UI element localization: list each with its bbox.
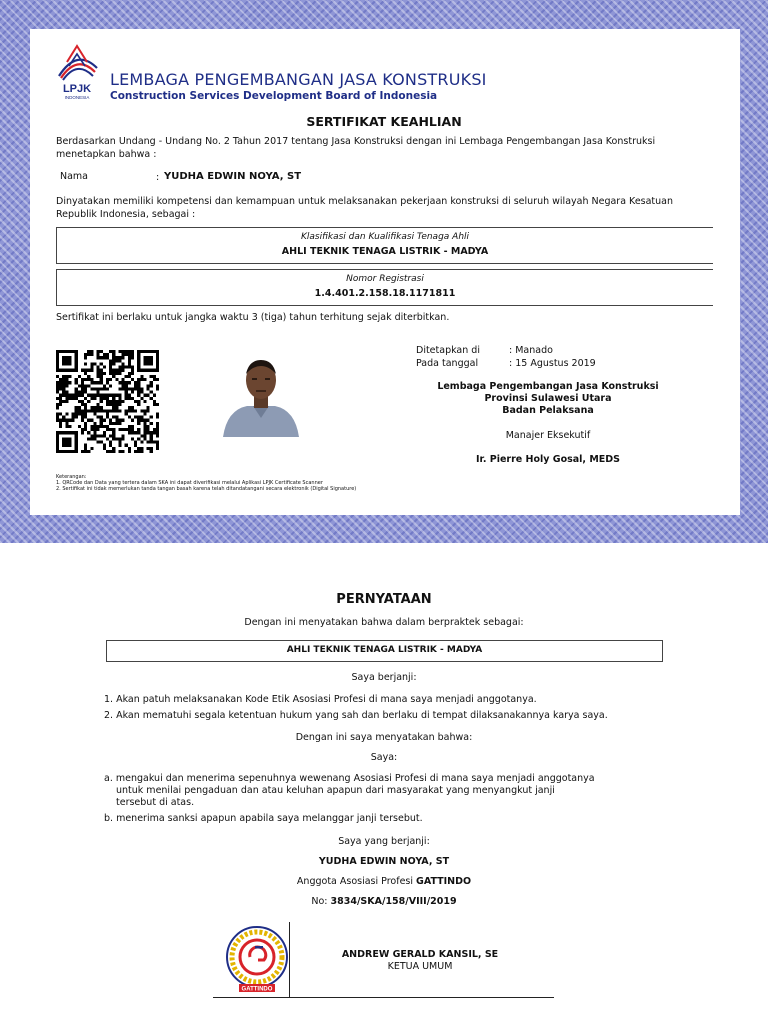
profession-value: AHLI TEKNIK TENAGA LISTRIK - MADYA: [286, 645, 483, 655]
statement-intro: Dengan ini menyatakan bahwa dalam berpraktek sebagai:: [244, 617, 524, 628]
seal-label: GATTINDO: [241, 986, 273, 993]
lpjk-logo: [53, 42, 101, 102]
point-a-line-2: untuk menilai pengaduan dan atau keluhan apapun dari masyarakat yang menyangkut janji: [116, 785, 555, 796]
promise-item-2: 2. Akan mematuhi segala ketentuan hukum yang sah dan berlaku di tempat dilaksanakannya karya saya.: [104, 710, 608, 721]
issued-date-value: : 15 Agustus 2019: [509, 358, 596, 369]
promise-intro: Saya berjanji:: [351, 672, 417, 683]
signer-role: Manajer Eksekutif: [505, 430, 591, 441]
holder-photo: [219, 352, 303, 437]
point-b: b. menerima sanksi apapun apabila saya melanggar janji tersebut.: [104, 813, 423, 824]
org-name-english: Construction Services Development Board of Indonesia: [110, 90, 438, 102]
qr-code: [56, 350, 159, 453]
gattindo-seal: [217, 924, 297, 994]
signature-baseline: [213, 997, 554, 998]
number-line: [0, 896, 768, 907]
classification-box: [56, 227, 713, 264]
statement-title: PERNYATAAN: [336, 592, 432, 607]
chair-role: KETUA UMUM: [387, 961, 453, 972]
issuer-line-2: Provinsi Sulawesi Utara: [484, 393, 612, 404]
holder-name: YUDHA EDWIN NOYA, ST: [164, 171, 302, 182]
profession-box: [106, 640, 663, 662]
number-label: No:: [311, 896, 331, 907]
issued-date-label: Pada tanggal: [416, 358, 479, 369]
registration-box: [56, 269, 713, 306]
issuer-line-3: Badan Pelaksana: [502, 405, 594, 416]
number-value: 3834/SKA/158/VIII/2019: [330, 896, 457, 907]
member-label: Anggota Asosiasi Profesi: [296, 876, 417, 887]
classification-value: AHLI TEKNIK TENAGA LISTRIK - MADYA: [281, 246, 489, 257]
saya-label: Saya:: [370, 752, 398, 763]
point-a-line-1: a. mengakui dan menerima sepenuhnya wewenang Asosiasi Profesi di mana saya menjadi anggotanya: [104, 773, 595, 784]
chair-name: ANDREW GERALD KANSIL, SE: [341, 949, 499, 960]
declare-intro: Dengan ini saya menyatakan bahwa:: [295, 732, 473, 743]
logo-abbr: LPJK: [62, 83, 92, 95]
signer-intro: Saya yang berjanji:: [338, 836, 430, 847]
point-a-line-3: tersebut di atas.: [116, 797, 195, 808]
note-1: 1. QRCode dan Data yang tertera dalam SKA ini dapat diverifikasi melalui Aplikasi LPJK Certificate Scanner: [56, 480, 323, 486]
statement-signer-name: YUDHA EDWIN NOYA, ST: [318, 856, 450, 867]
registration-label: Nomor Registrasi: [346, 274, 424, 284]
name-label: Nama: [60, 171, 89, 182]
competency-statement: Dinyatakan memiliki kompetensi dan kemampuan untuk melaksanakan pekerjaan konstruksi di seluruh wilayah Negara Kesatuan Republik Indonesia, sebagai :: [56, 196, 674, 220]
certificate-intro: Berdasarkan Undang - Undang No. 2 Tahun 2017 tentang Jasa Konstruksi dengan ini Lembaga Pengembangan Jasa Konstruksi menetapkan bahwa :: [56, 136, 656, 160]
note-2: 2. Sertifikat ini tidak memerlukan tanda tangan basah karena telah ditandatangani secara elektronik (Digital Signature): [56, 486, 357, 492]
classification-label: Klasifikasi dan Kualifikasi Tenaga Ahli: [300, 232, 470, 242]
member-org: GATTINDO: [416, 876, 472, 887]
notes-title: Keterangan:: [56, 474, 87, 480]
issued-place-value: : Manado: [509, 345, 553, 356]
signer-name: Ir. Pierre Holy Gosal, MEDS: [475, 454, 621, 465]
member-line: [0, 876, 768, 887]
issuer-line-1: Lembaga Pengembangan Jasa Konstruksi: [437, 381, 659, 392]
validity-statement: Sertifikat ini berlaku untuk jangka waktu 3 (tiga) tahun terhitung sejak diterbitkan.: [56, 312, 450, 323]
certificate-title: SERTIFIKAT KEAHLIAN: [306, 114, 462, 129]
org-name: LEMBAGA PENGEMBANGAN JASA KONSTRUKSI: [110, 70, 487, 89]
issued-place-label: Ditetapkan di: [416, 345, 480, 356]
name-colon: :: [156, 172, 160, 183]
issuer-block: [408, 381, 688, 417]
promise-item-1: 1. Akan patuh melaksanakan Kode Etik Asosiasi Profesi di mana saya menjadi anggotanya.: [104, 694, 537, 705]
registration-number: 1.4.401.2.158.18.1171811: [314, 288, 456, 299]
logo-country: INDONESIA: [64, 95, 90, 100]
